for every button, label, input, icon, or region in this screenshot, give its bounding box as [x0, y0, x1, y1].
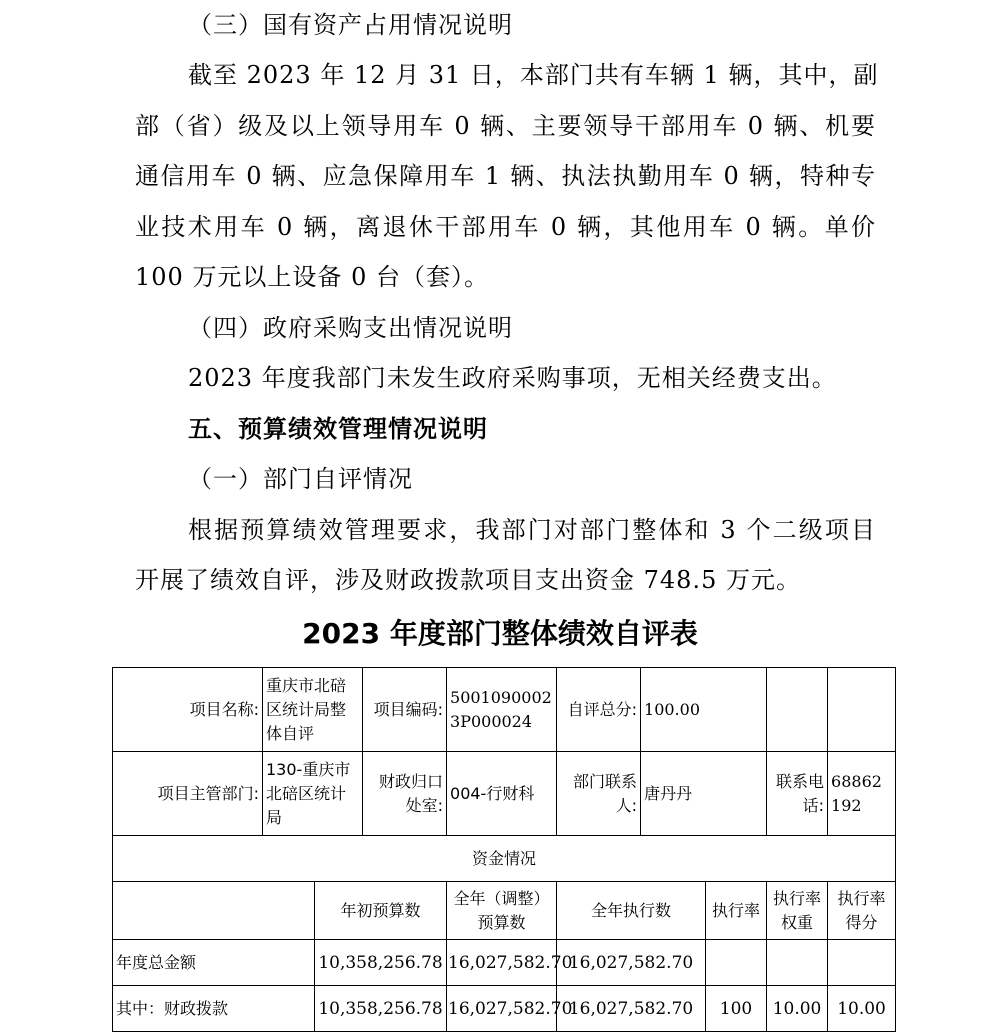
table-row: [113, 668, 896, 752]
paragraph-line: 开展了绩效自评，涉及财政拨款项目支出资金 748.5 万元。: [135, 566, 801, 594]
row-weight: [767, 940, 828, 986]
contact-value: 唐丹丹: [641, 752, 767, 836]
col-exec-score: 执行率得分: [828, 882, 896, 940]
phone-value: 68862192: [828, 752, 896, 836]
self-score-label: 自评总分:: [557, 668, 641, 752]
paragraph-line: 业技术用车 0 辆，离退休干部用车 0 辆，其他用车 0 辆。单价: [135, 213, 876, 241]
row-weight: 10.00: [767, 986, 828, 1032]
empty-cell: [767, 668, 828, 752]
contact-label: 部门联系人:: [557, 752, 641, 836]
paragraph-line: 部（省）级及以上领导用车 0 辆、主要领导干部用车 0 辆、机要: [135, 112, 876, 140]
row-rate: [706, 940, 767, 986]
performance-table: [112, 667, 896, 1032]
paragraph-line: 100 万元以上设备 0 台（套）。: [135, 263, 489, 291]
row-adjusted: 16,027,582.70: [447, 940, 557, 986]
row-adjusted: 16,027,582.70: [447, 986, 557, 1032]
empty-cell: [113, 882, 315, 940]
section5-sub-heading: （一）部门自评情况: [188, 465, 413, 493]
col-initial-budget: 年初预算数: [315, 882, 447, 940]
table-row: [113, 940, 896, 986]
col-exec-weight: 执行率权重: [767, 882, 828, 940]
table-row: [113, 882, 896, 940]
project-code-value: 50010900023P000024: [447, 668, 557, 752]
dept-label: 项目主管部门:: [113, 752, 263, 836]
table-title: 2023 年度部门整体绩效自评表: [302, 617, 698, 650]
paragraph-line: 截至 2023 年 12 月 31 日，本部门共有车辆 1 辆，其中，副: [188, 61, 879, 89]
col-executed: 全年执行数: [557, 882, 706, 940]
row-label: 其中：财政拨款: [113, 986, 315, 1032]
self-score-value: 100.00: [641, 668, 767, 752]
finance-office-value: 004-行财科: [447, 752, 557, 836]
project-name-value: 重庆市北碚区统计局整体自评: [263, 668, 363, 752]
col-exec-rate: 执行率: [706, 882, 767, 940]
row-executed: 16,027,582.70: [557, 940, 706, 986]
row-score: [828, 940, 896, 986]
section4-heading: （四）政府采购支出情况说明: [188, 314, 513, 342]
col-adjusted-budget: 全年（调整）预算数: [447, 882, 557, 940]
paragraph-line: 根据预算绩效管理要求，我部门对部门整体和 3 个二级项目: [188, 516, 876, 544]
finance-office-label: 财政归口处室:: [363, 752, 447, 836]
dept-value: 130-重庆市北碚区统计局: [263, 752, 363, 836]
table-row: [113, 836, 896, 882]
row-rate: 100: [706, 986, 767, 1032]
project-name-label: 项目名称:: [113, 668, 263, 752]
row-label: 年度总金额: [113, 940, 315, 986]
project-code-label: 项目编码:: [363, 668, 447, 752]
section4-text: 2023 年度我部门未发生政府采购事项，无相关经费支出。: [188, 364, 837, 392]
section3-heading: （三）国有资产占用情况说明: [188, 11, 513, 39]
row-initial: 10,358,256.78: [315, 986, 447, 1032]
table-row: [113, 986, 896, 1032]
row-initial: 10,358,256.78: [315, 940, 447, 986]
phone-label: 联系电话:: [767, 752, 828, 836]
row-executed: 16,027,582.70: [557, 986, 706, 1032]
funds-header: 资金情况: [113, 836, 896, 882]
empty-cell: [828, 668, 896, 752]
paragraph-line: 通信用车 0 辆、应急保障用车 1 辆、执法执勤用车 0 辆，特种专: [135, 162, 876, 190]
row-score: 10.00: [828, 986, 896, 1032]
table-row: [113, 752, 896, 836]
section5-heading: 五、预算绩效管理情况说明: [188, 415, 488, 443]
